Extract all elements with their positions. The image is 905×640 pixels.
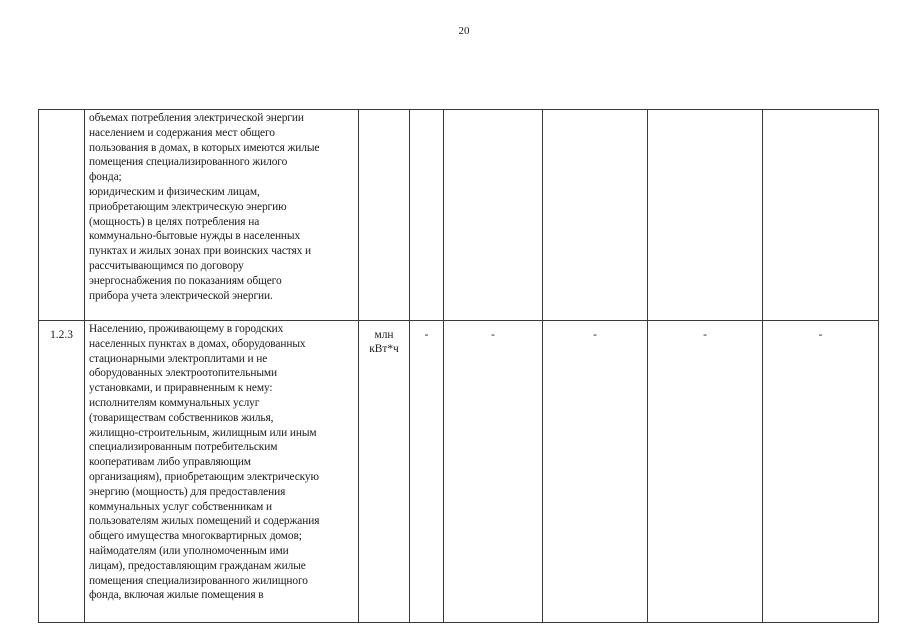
value-cell — [444, 110, 543, 321]
description-line: специализированным потребительским — [89, 441, 278, 454]
value-cell: - — [648, 321, 763, 623]
table-row — [39, 321, 879, 623]
value-cell — [648, 110, 763, 321]
description-line: пользования в домах, в которых имеются жилые — [89, 141, 320, 154]
value-cell — [763, 110, 879, 321]
description-line: исполнителям коммунальных услуг — [89, 396, 260, 409]
description-line: оборудованных электроотопительными — [89, 367, 278, 380]
value-cell — [543, 110, 648, 321]
page-number: 20 — [458, 25, 470, 37]
description-line: объемах потребления электрической энергии — [89, 112, 304, 124]
description-line: организациям), приобретающим электрическую — [89, 470, 319, 483]
description-line: пользователям жилых помещений и содержания — [89, 515, 320, 528]
description-cell — [85, 110, 359, 321]
description-line: Населению, проживающему в городских — [89, 323, 284, 335]
description-line: лицам), предоставляющим гражданам жилые — [89, 559, 306, 572]
unit-cell — [359, 110, 410, 321]
unit-line: кВт*ч — [369, 343, 399, 355]
unit-line: млн — [374, 329, 394, 341]
description-line: помещения специализированного жилого — [89, 156, 288, 169]
value-cell: - — [444, 321, 543, 623]
value-cell — [410, 110, 444, 321]
description-line: (мощность) в целях потребления на — [89, 215, 260, 228]
description-line: пунктах и жилых зонах при воинских частях и — [89, 245, 311, 258]
data-table — [38, 109, 879, 623]
description-line: коммунальных услуг собственникам и — [89, 500, 273, 513]
unit-cell — [359, 321, 410, 623]
description-line: приобретающим электрическую энергию — [89, 200, 287, 213]
description-line: жилищно-строительным, жилищным или иным — [89, 426, 317, 439]
description-line: энергоснабжения по показаниям общего — [89, 274, 282, 287]
table-row — [39, 110, 879, 321]
description-line: помещения специализированного жилищного — [89, 574, 308, 587]
description-cell — [85, 321, 359, 623]
description-line: прибора учета электрической энергии. — [89, 289, 273, 302]
description-line: населенных пунктах в домах, оборудованных — [89, 337, 306, 350]
description-line: фонда; — [89, 171, 122, 184]
description-line: установками, и приравненным к нему: — [89, 382, 273, 395]
value-cell: - — [410, 321, 444, 623]
value-cell: - — [763, 321, 879, 623]
description-line: рассчитывающимся по договору — [89, 259, 244, 272]
description-line: (товариществам собственников жилья, — [89, 411, 274, 424]
description-line: населением и содержания мест общего — [89, 126, 275, 139]
description-line: коммунально-бытовые нужды в населенных — [89, 230, 301, 243]
description-line: фонда, включая жилые помещения в — [89, 589, 264, 602]
row-number-cell — [39, 110, 85, 321]
description-line: кооперативам либо управляющим — [89, 456, 251, 469]
description-line: юридическим и физическим лицам, — [89, 185, 260, 198]
description-line: наймодателям (или уполномоченным ими — [89, 544, 289, 557]
description-line: стационарными электроплитами и не — [89, 352, 268, 365]
description-line: энергию (мощность) для предоставления — [89, 485, 286, 498]
description-line: общего имущества многоквартирных домов; — [89, 530, 302, 543]
value-cell: - — [543, 321, 648, 623]
row-number-cell: 1.2.3 — [39, 321, 85, 623]
